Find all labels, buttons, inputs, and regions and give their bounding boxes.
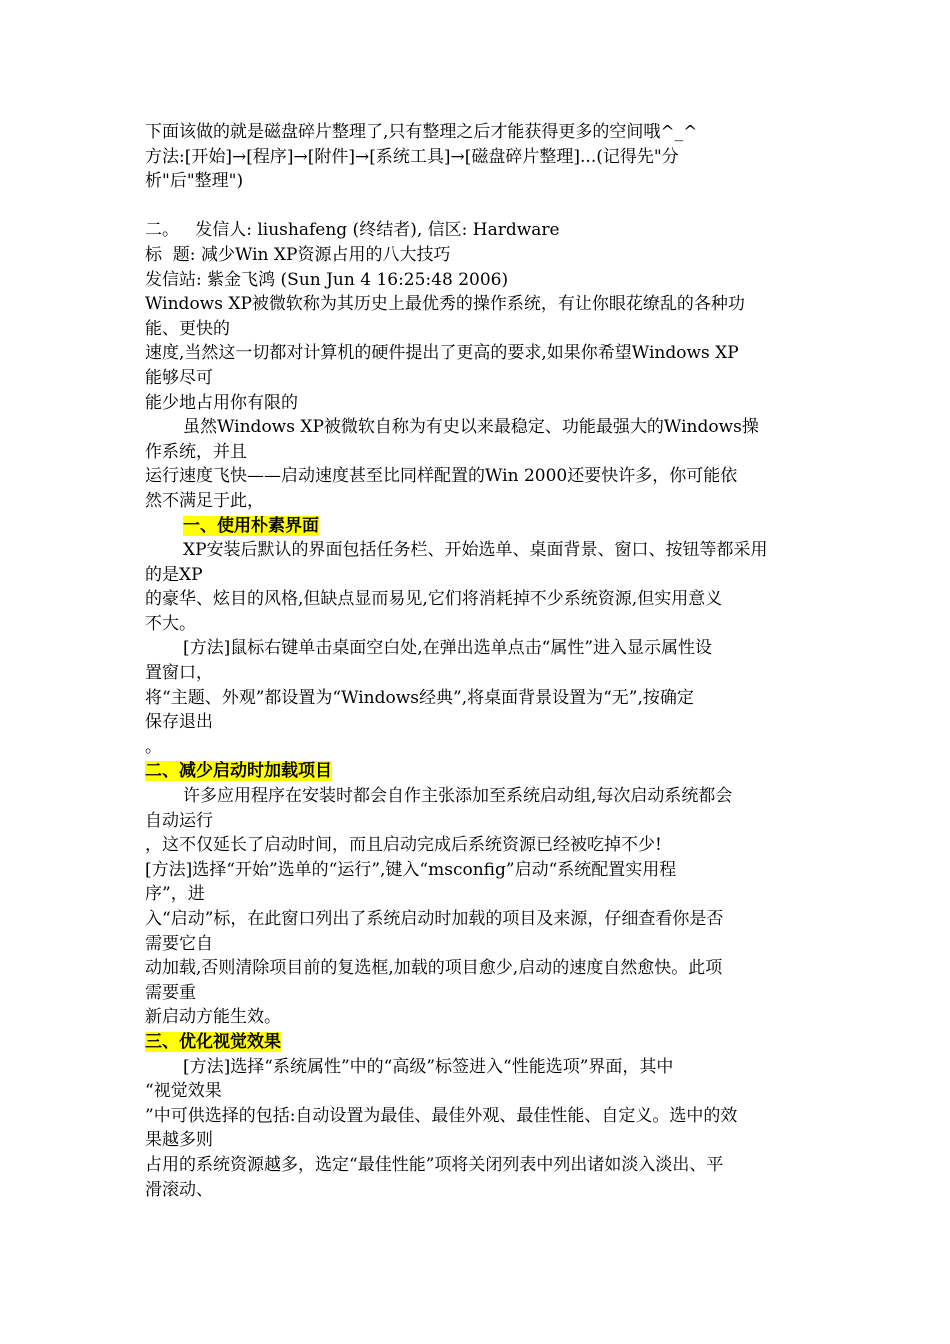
line-text: [方法]选择“系统属性”中的“高级”标签进入“性能选项”界面，其中 (183, 1056, 674, 1077)
line-text: [方法]选择“开始”选单的“运行”,键入“msconfig”启动“系统配置实用程 (145, 859, 677, 880)
text-line (145, 956, 810, 981)
line-text: 占用的系统资源越多，选定“最佳性能”项将关闭列表中列出诸如淡入淡出、平 (145, 1154, 724, 1175)
line-text: 。 (145, 736, 162, 757)
line-text: 许多应用程序在安装时都会自作主张添加至系统启动组,每次启动系统都会 (183, 786, 733, 807)
line-text: 动加载,否则清除项目前的复选框,加载的项目愈少,启动的速度自然愈快。此项 (145, 958, 723, 979)
text-line (145, 243, 810, 268)
line-text: [方法]鼠标右键单击桌面空白处,在弹出选单点击“属性”进入显示属性设 (183, 638, 713, 659)
text-line (145, 735, 810, 760)
text-line (145, 981, 810, 1006)
line-text: 速度,当然这一切都对计算机的硬件提出了更高的要求,如果你希望Windows XP (145, 343, 739, 364)
line-text: 标 题: 减少Win XP资源占用的八大技巧 (145, 244, 451, 265)
text-line (145, 120, 810, 145)
document-page (145, 120, 810, 1202)
line-text: 下面该做的就是磁盘碎片整理了,只有整理之后才能获得更多的空间哦^_^ (145, 122, 698, 142)
line-text: 新启动方能生效。 (145, 1007, 281, 1028)
line-text: Windows XP被微软称为其历史上最优秀的操作系统，有让你眼花缭乱的各种功 (145, 294, 745, 315)
text-line (145, 710, 810, 735)
text-line (145, 932, 810, 957)
line-text: ，这不仅延长了启动时间，而且启动完成后系统资源已经被吃掉不少! (145, 835, 662, 856)
text-line (145, 145, 810, 170)
text-line (145, 1055, 810, 1080)
line-text: 的豪华、炫目的风格,但缺点显而易见,它们将消耗掉不少系统资源,但实用意义 (145, 589, 723, 610)
text-line (145, 833, 810, 858)
text-line (145, 1128, 810, 1153)
line-text: 自动运行 (145, 810, 213, 831)
line-text: 析"后"整理") (145, 171, 244, 192)
line-text: 入“启动”标，在此窗口列出了系统启动时加载的项目及来源，仔细查看你是否 (145, 909, 724, 929)
line-text: 滑滚动、 (145, 1179, 213, 1200)
line-text: 不大。 (145, 613, 196, 634)
line-text: 运行速度飞快——启动速度甚至比同样配置的Win 2000还要快许多，你可能依 (145, 466, 738, 487)
text-line (145, 882, 810, 907)
text-line (145, 440, 810, 465)
text-line (145, 391, 810, 416)
line-text: “视觉效果 (145, 1081, 222, 1102)
line-text: 能少地占用你有限的 (145, 392, 298, 413)
text-line (145, 1079, 810, 1104)
line-text: 保存退出 (145, 712, 213, 733)
line-text: ”中可供选择的包括:自动设置为最佳、最佳外观、最佳性能、自定义。选中的效 (145, 1105, 738, 1126)
line-text: 序”，进 (145, 884, 205, 905)
line-text: 的是XP (145, 564, 203, 585)
text-line (145, 292, 810, 317)
line-text: XP安装后默认的界面包括任务栏、开始选单、桌面背景、窗口、按钮等都采用 (183, 540, 768, 561)
text-line (145, 784, 810, 809)
section-heading (145, 1030, 810, 1055)
line-text: 能、更快的 (145, 318, 230, 339)
line-text: 置窗口， (145, 663, 213, 684)
line-text: 方法:[开始]→[程序]→[附件]→[系统工具]→[磁盘碎片整理]...(记得先"分 (145, 146, 679, 167)
line-text: 二。 发信人: liushafeng (终结者), 信区: Hardware (145, 220, 560, 241)
line-text: 需要它自 (145, 933, 213, 954)
text-line (145, 538, 810, 563)
text-line (145, 686, 810, 711)
line-text: 作系统，并且 (145, 441, 247, 462)
text-line (145, 858, 810, 883)
text-line (145, 317, 810, 342)
text-line (145, 489, 810, 514)
text-line (145, 809, 810, 834)
section-heading (145, 759, 810, 784)
section-heading-text: 二、减少启动时加载项目 (145, 761, 332, 782)
text-line (145, 341, 810, 366)
text-line (145, 218, 810, 243)
text-line (145, 636, 810, 661)
text-line (145, 464, 810, 489)
section-heading-text: 一、使用朴素界面 (183, 515, 319, 536)
text-line (145, 194, 810, 219)
text-line (145, 907, 810, 932)
text-line (145, 1153, 810, 1178)
line-text: 果越多则 (145, 1130, 213, 1151)
text-line (145, 268, 810, 293)
line-text: 能够尽可 (145, 367, 213, 388)
text-line (145, 612, 810, 637)
text-line (145, 1104, 810, 1129)
line-text: 然不满足于此， (145, 490, 264, 511)
text-line (145, 661, 810, 686)
text-line (145, 415, 810, 440)
section-heading-text: 三、优化视觉效果 (145, 1031, 281, 1052)
text-line (145, 169, 810, 194)
text-line (145, 1178, 810, 1203)
text-line (145, 1005, 810, 1030)
text-line (145, 366, 810, 391)
text-line (145, 587, 810, 612)
section-heading (145, 514, 810, 539)
line-text: 发信站: 紫金飞鸿 (Sun Jun 4 16:25:48 2006) (145, 269, 509, 290)
line-text: 需要重 (145, 982, 196, 1003)
text-line (145, 563, 810, 588)
line-text: 虽然Windows XP被微软自称为有史以来最稳定、功能最强大的Windows操 (183, 417, 759, 438)
line-text: 将“主题、外观”都设置为“Windows经典”,将桌面背景设置为“无”,按确定 (145, 687, 694, 708)
